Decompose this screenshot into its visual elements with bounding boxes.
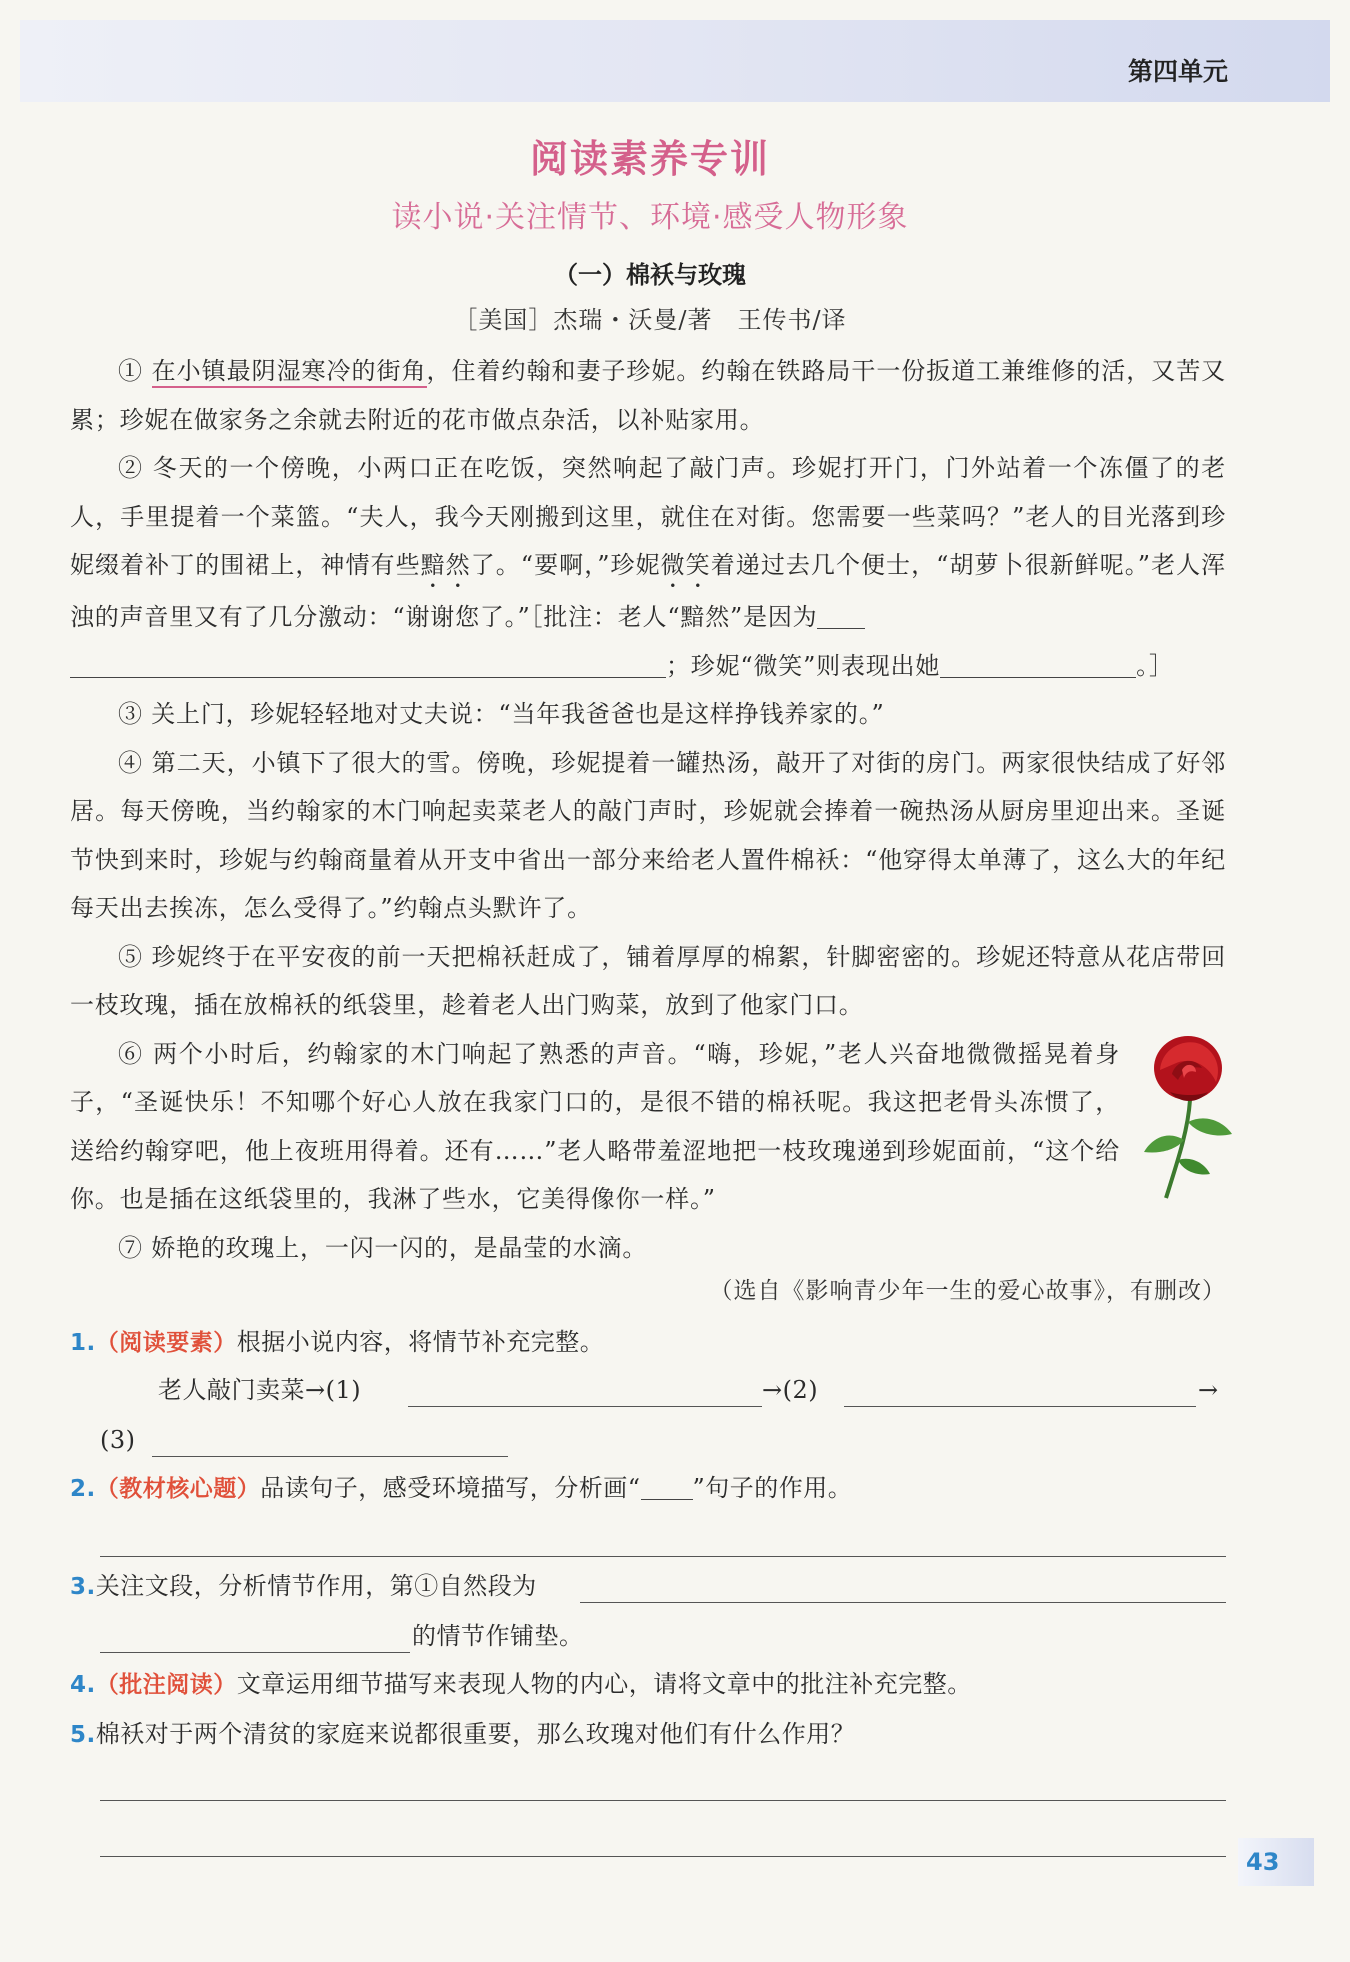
answer-line-2[interactable] (100, 1556, 1226, 1557)
arrow-icon: → (305, 1376, 326, 1404)
paragraph-2-text-b: 了。“要啊，”珍妮 (470, 551, 661, 579)
slot-label-3: (3) (100, 1426, 136, 1454)
page-title: 阅读素养专训 (529, 137, 770, 181)
page-subtitle: 读小说·关注情节、环境·感受人物形象 (391, 200, 909, 235)
emphasis-word-2: 微笑 (660, 551, 711, 579)
question-number: 3. (70, 1574, 96, 1600)
question-1 (70, 1318, 1226, 1367)
answer-line-5a[interactable] (100, 1800, 1226, 1801)
underlined-sentence: 在小镇最阴湿寒冷的街角 (152, 357, 427, 388)
paragraph-2-text-c: 着递过去几个便士，“胡萝卜很新鲜呢。”老人浑浊的声音里又有了几分激动：“谢谢您了。”［批注：老人“黯然”是因为 (70, 551, 1226, 631)
paragraph-2 (70, 444, 1226, 690)
paragraph-1 (70, 347, 1226, 444)
question-text: 根据小说内容，将情节补充完整。 (236, 1328, 605, 1356)
question-tag: （教材核心题） (95, 1475, 261, 1502)
slot-label-2: (2) (782, 1376, 819, 1404)
question-tag: （阅读要素） (95, 1329, 237, 1356)
paragraph-2-text-e: 。］ (1136, 651, 1174, 680)
paragraph-5: ⑤ 珍妮终于在平安夜的前一天把棉袄赶成了，铺着厚厚的棉絮，针脚密密的。珍妮还特意从花店带回一枝玫瑰，插在放棉袄的纸袋里，趁着老人出门购菜，放到了他家门口。 (70, 942, 1226, 1019)
answer-line-3b[interactable] (100, 1652, 410, 1653)
arrow-icon: → (1198, 1376, 1219, 1404)
annotation-blank-2[interactable] (940, 653, 1136, 678)
answer-line-5b[interactable] (100, 1856, 1226, 1857)
rose-illustration (1138, 1030, 1238, 1200)
story-body (70, 347, 1226, 1272)
paragraph-2-text-a: ② 冬天的一个傍晚，小两口正在吃饭，突然响起了敲门声。珍妮打开门，门外站着一个冻僵了的老人，手里提着一个菜篮。“夫人，我今天刚搬到这里，就住在对街。您需要一些菜吗？”老人的目光落到珍妮缀着补丁的围裙上，神情有些 (70, 454, 1226, 579)
plot-chain-3 (1198, 1366, 1228, 1414)
unit-label: 第四单元 (1127, 57, 1228, 86)
question-number: 2. (70, 1476, 96, 1502)
slot-label-1: (1) (325, 1376, 362, 1404)
chain-start: 老人敲门卖菜 (158, 1376, 305, 1404)
question-text: 棉袄对于两个清贫的家庭来说都很重要，那么玫瑰对他们有什么作用？ (95, 1720, 856, 1748)
para-number: ① (118, 357, 143, 385)
paragraph-1-text: ，住着约翰和妻子珍妮。约翰在铁路局干一份扳道工兼维修的活，又苦又累；珍妮在做家务之余就去附近的花市做点杂活，以补贴家用。 (70, 357, 1226, 434)
question-text-a: 关注文段，分析情节作用，第①自然段为 (95, 1572, 537, 1600)
source-note: （选自《影响青少年一生的爱心故事》，有删改） (709, 1278, 1226, 1304)
annotation-blank-1a[interactable] (817, 604, 865, 629)
question-4 (70, 1660, 1226, 1709)
answer-line-1-1[interactable] (408, 1406, 762, 1407)
question-tag: （批注阅读） (95, 1671, 237, 1698)
answer-line-1-2[interactable] (844, 1406, 1196, 1407)
paragraph-3: ③ 关上门，珍妮轻轻地对丈夫说：“当年我爸爸也是这样挣钱养家的。” (118, 700, 885, 728)
question-3 (70, 1562, 1226, 1611)
underline-sample (641, 1475, 693, 1500)
answer-line-1-3[interactable] (152, 1456, 508, 1457)
question-text-b: 的情节作铺垫。 (412, 1622, 584, 1650)
question-2 (70, 1464, 1226, 1513)
plot-chain-2 (762, 1366, 842, 1414)
plot-chain-4 (100, 1416, 160, 1464)
question-number: 4. (70, 1672, 96, 1698)
story-title: （一）棉袄与玫瑰 (554, 261, 746, 289)
page-number: 43 (1238, 1838, 1314, 1886)
question-5 (70, 1710, 1226, 1759)
question-text-a: 品读句子，感受环境描写，分析画“ (260, 1474, 641, 1502)
paragraph-2-text-d: ；珍妮“微笑”则表现出她 (666, 651, 941, 680)
question-number: 5. (70, 1722, 96, 1748)
answer-line-3a[interactable] (580, 1602, 1226, 1603)
arrow-icon: → (762, 1376, 783, 1404)
question-text-b: ”句子的作用。 (692, 1474, 853, 1502)
question-3-cont (412, 1612, 712, 1660)
emphasis-word-1: 黯然 (420, 551, 471, 579)
paragraph-7: ⑦ 娇艳的玫瑰上，一闪一闪的，是晶莹的水滴。 (118, 1233, 648, 1262)
question-number: 1. (70, 1330, 96, 1356)
byline: ［美国］杰瑞・沃曼/著 王传书/译 (453, 306, 847, 334)
paragraph-4: ④ 第二天，小镇下了很大的雪。傍晚，珍妮提着一罐热汤，敲开了对街的房门。两家很快结成了好邻居。每天傍晚，当约翰家的木门响起卖菜老人的敲门声时，珍妮就会捧着一碗热汤从厨房里迎出来。圣诞节快到来时，珍妮与约翰商量着从开支中省出一部分来给老人置件棉袄：“他穿得太单薄了，这么大的年纪每天出去挨冻，怎么受得了。”约翰点头默许了。 (70, 748, 1226, 922)
annotation-blank-1b[interactable] (70, 653, 666, 678)
question-text: 文章运用细节描写来表现人物的内心，请将文章中的批注补充完整。 (236, 1670, 972, 1698)
paragraph-6: ⑥ 两个小时后，约翰家的木门响起了熟悉的声音。“嗨，珍妮，”老人兴奋地微微摇晃着身子，“圣诞快乐！不知哪个好心人放在我家门口的，是很不错的棉袄呢。我这把老骨头冻惯了，送给约翰穿吧，他上夜班用得着。还有……”老人略带羞涩地把一枝玫瑰递到珍妮面前，“这个给你。也是插在这纸袋里的，我淋了些水，它美得像你一样。” (70, 1039, 1120, 1213)
